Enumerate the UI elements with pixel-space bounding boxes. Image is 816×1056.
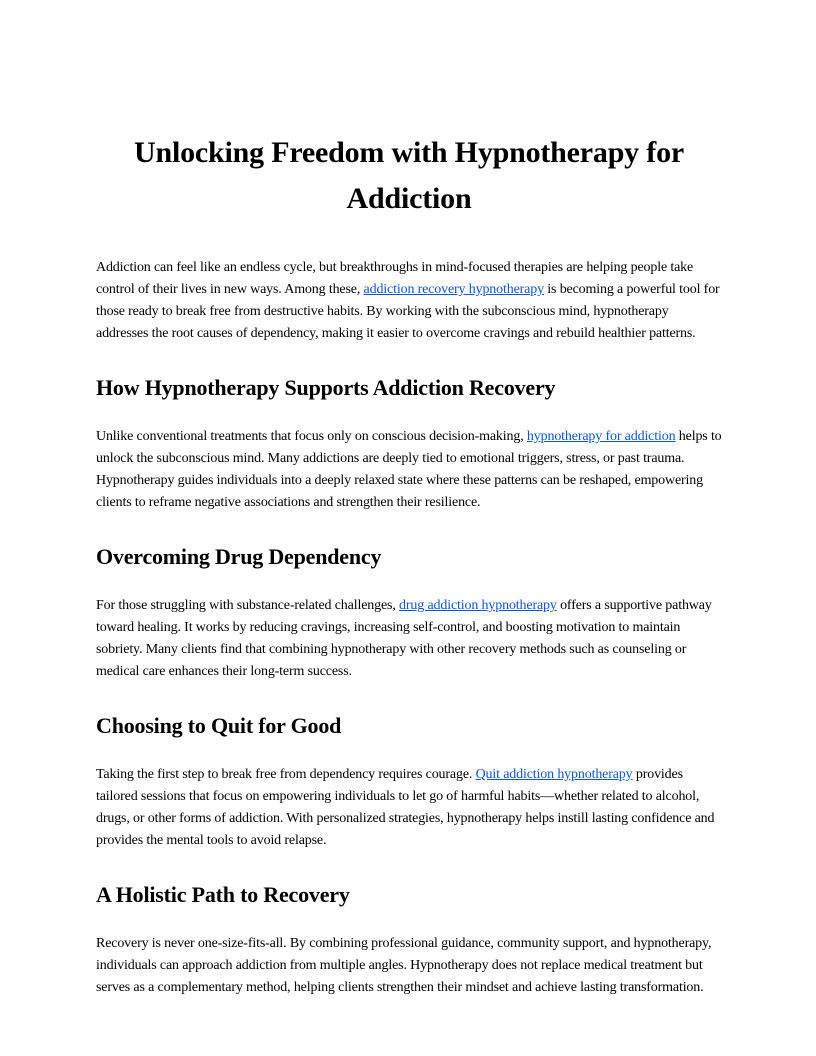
paragraph-text-after: offers a supportive pathway toward healing. It works by reducing cravings, increasing self-control, and boosting motivation to maintain sobriety. Many clients find that combining hypnotherapy with other recovery methods such as counseling or medical care enhances their long-term success. [96, 598, 712, 679]
paragraph-text-before: For those struggling with substance-related challenges, [96, 598, 400, 613]
intro-text-before: Addiction can feel like an endless cycle, but breakthroughs in mind-focused therapies are helping people take control of their lives in new ways. Among these, [96, 260, 694, 297]
link-drug-addiction-hypnotherapy[interactable]: drug addiction hypnotherapy [399, 598, 557, 613]
section-heading-how-hypnotherapy-supports: How Hypnotherapy Supports Addiction Recovery [96, 375, 556, 400]
paragraph-text-before: Taking the first step to break free from dependency requires courage. [96, 767, 476, 782]
paragraph-text-before: Unlike conventional treatments that focus only on conscious decision-making, [96, 429, 527, 444]
title-line-1: Unlocking Freedom with Hypnotherapy for [134, 136, 684, 169]
paragraph-text-after: helps to unlock the subconscious mind. Many addictions are deeply tied to emotional triggers, stress, or past trauma. Hypnotherapy guides individuals into a deeply relaxed state where these patterns can be reshaped, empowering clients to reframe negative associations and strengthen their resilience. [96, 429, 722, 510]
section-heading-choosing-to-quit: Choosing to Quit for Good [96, 713, 342, 738]
link-hypnotherapy-for-addiction[interactable]: hypnotherapy for addiction [526, 429, 676, 444]
title-line-2: Addiction [346, 182, 472, 215]
section-paragraph-holistic-path: Recovery is never one-size-fits-all. By combining professional guidance, community support, and hypnotherapy, individuals can approach addiction from multiple angles. Hypnotherapy does not replace medical treatment but serves as a complementary method, helping clients strengthen their mindset and achieve lasting transformation. [96, 936, 712, 995]
section-paragraph-how-hypnotherapy-supports [96, 426, 722, 514]
section-heading-overcoming-drug-dependency: Overcoming Drug Dependency [96, 544, 382, 569]
section-paragraph-choosing-to-quit [96, 764, 722, 852]
document-page [96, 124, 722, 999]
document-title [96, 130, 722, 222]
link-addiction-recovery-hypnotherapy[interactable]: addiction recovery hypnotherapy [363, 282, 544, 297]
intro-text-after: is becoming a powerful tool for those ready to break free from destructive habits. By working with the subconscious mind, hypnotherapy addresses the root causes of dependency, making it easier to overcome cravings and rebuild healthier patterns. [96, 282, 720, 341]
link-quit-addiction-hypnotherapy[interactable]: Quit addiction hypnotherapy [475, 767, 633, 782]
intro-paragraph [96, 257, 722, 345]
section-paragraph-overcoming-drug-dependency [96, 595, 722, 683]
paragraph-text-after: provides tailored sessions that focus on empowering individuals to let go of harmful habits—whether related to alcohol, drugs, or other forms of addiction. With personalized strategies, hypnotherapy helps instill lasting confidence and provides the mental tools to avoid relapse. [96, 767, 715, 848]
section-heading-holistic-path: A Holistic Path to Recovery [96, 882, 350, 907]
